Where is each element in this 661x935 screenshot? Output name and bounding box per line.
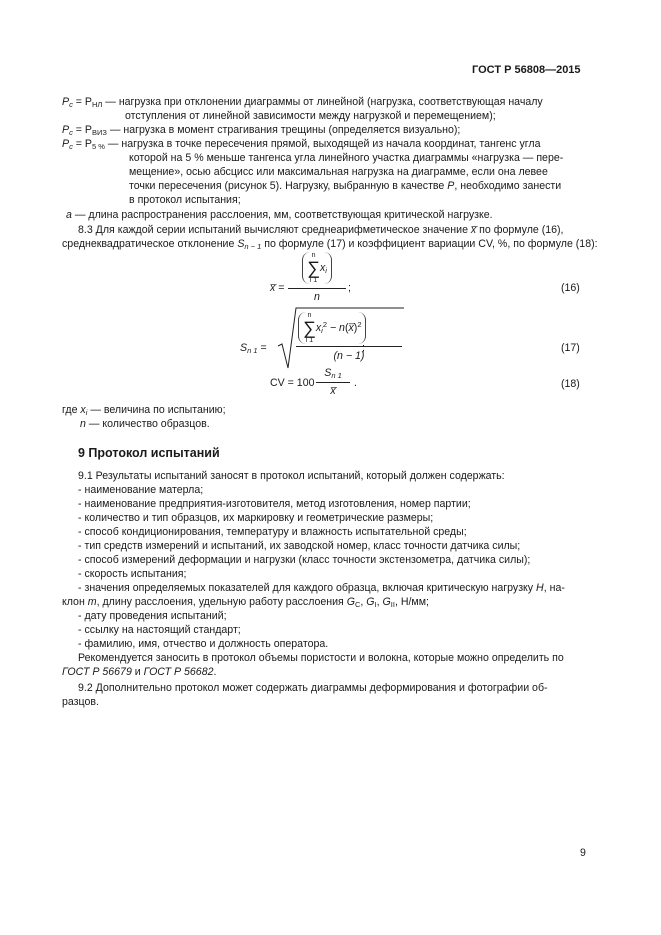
where-xi: где $x_i$ — величина по испытанию; [62, 404, 226, 417]
list-item: - тип средств измерений и испытаний, их заводской номер, класс точности датчика силы; [78, 540, 521, 552]
recommendation-l2: ГОСТ Р 56679 и ГОСТ Р 56682. [62, 666, 217, 678]
list-item: - способ кондиционирования, температуру и влажность испытательной среды; [78, 526, 467, 538]
list-item: - фамилию, имя, отчество и должность оператора. [78, 638, 329, 650]
standard-header: ГОСТ Р 56808—2015 [472, 64, 581, 76]
page-number: 9 [580, 847, 586, 859]
page: ГОСТ Р 56808—2015 $P_c = P_{НЛ}$ — нагрузка при отклонении диаграммы от линейной (нагрузка, соответствующая началу отступления от линейной зависимости между нагрузкой и перемещением); $P_c = P_{ВИЗ}$ — нагрузка в момент страгивания трещины (определяется визуально); $P_c = P_{5 \%}$ — нагрузка в точке пересечения прямой, выходящей из начала координат, тангенс угла которой на 5 % меньше тангенса угла линейного участка диаграммы «нагрузка — пере- мещение», осью абсцисс или максимальная нагрузка на диаграмме, если она левее точки пересечения (рисунок 5). Нагрузку, выбранную в качестве P, необходимо занести в протокол испытания; a — длина распространения расслоения, мм, соответствующая критической нагрузке. 8.3 Для каждой серии испытаний вычисляют среднеарифметическое значение x̅ по формуле (16), среднеквадратическое отклонение $S_{n - 1}$ по формуле (17) и коэффициент вариации CV, %, по формуле (18): x̅ = n ∑ i 1 $x_i$ n ; (16) $S_{n 1}$ = n ∑ i 1 $x_i^2$ − n(x̅)$^2$ (n − 1) ; (17) CV = 100 $S_{n 1}$ x̅ . (18) где $x_i$ — величина по испытанию; n — количество образцов. 9 Протокол испытаний 9.1 Результаты испытаний заносят в протокол испытаний, который должен содержать: - наименование матерла; - наименование предприятия-изготовителя, метод изготовления, номер партии; - количество и тип образцов, их маркировку и геометрические размеры; - способ кондиционирования, температуру и влажность испытательной среды; - тип средств измерений и испытаний, их заводской номер, класс точности датчика силы; - способ измерений деформации и нагрузки (класс точности экстензометра, датчика силы); - скорость испытания; - значения определяемых показателей для каждого образца, включая критическую нагрузку H, на- клон m, длину расслоения, удельную работу расслоения $G_C$, $G_I$, $G_{II}$, Н/мм; - дату проведения испытаний; - ссылку на настоящий стандарт; - фамилию, имя, отчество и должность оператора. Рекомендуется заносить в протокол объемы пористости и волокна, которые можно определить по ГОСТ Р 56679 и ГОСТ Р 56682. 9.2 Дополнительно протокол может содержать диаграммы деформирования и фотографии об- разцов. 9 [62, 64, 598, 859]
list-item: - дату проведения испытаний; [78, 610, 227, 622]
list-item: - скорость испытания; [78, 568, 187, 580]
def-pc-viz: $P_c = P_{ВИЗ}$ — нагрузка в момент страгивания трещины (определяется визуально); [62, 124, 461, 137]
para-9-2-l1: 9.2 Дополнительно протокол может содержать диаграммы деформирования и фотографии об- [78, 682, 548, 694]
formula-17-number: (17) [561, 342, 580, 354]
list-item: - наименование предприятия-изготовителя, метод изготовления, номер партии; [78, 498, 471, 510]
para-8-3-l2: среднеквадратическое отклонение $S_{n - 1}$ по формуле (17) и коэффициент вариации CV, %, по формуле (18): [62, 238, 598, 251]
def-a: a — длина распространения расслоения, мм, соответствующая критической нагрузке. [66, 209, 493, 221]
def-pc-5-l4: точки пересечения (рисунок 5). Нагрузку, выбранную в качестве P, необходимо занести [129, 180, 562, 192]
para-8-3-l1: 8.3 Для каждой серии испытаний вычисляют среднеарифметическое значение x̅ по формуле (16), [78, 224, 564, 236]
list-item: - наименование матерла; [78, 484, 204, 496]
recommendation-l1: Рекомендуется заносить в протокол объемы пористости и волокна, которые можно определить по [78, 652, 564, 664]
where-n: n — количество образцов. [80, 418, 210, 430]
para-9-1: 9.1 Результаты испытаний заносят в протокол испытаний, который должен содержать: [78, 470, 505, 482]
list-item-values-l2: клон m, длину расслоения, удельную работу расслоения $G_C$, $G_I$, $G_{II}$, Н/мм; [62, 596, 429, 609]
list-item: - количество и тип образцов, их маркировку и геометрические размеры; [78, 512, 434, 524]
para-9-2-l2: разцов. [62, 696, 99, 708]
def-pc-5: $P_c = P_{5 \%}$ — нагрузка в точке пересечения прямой, выходящей из начала координат, тангенс угла [62, 138, 541, 151]
def-pc-5-l5: в протокол испытания; [129, 194, 241, 206]
def-pc-nl: $P_c = P_{НЛ}$ — нагрузка при отклонении диаграммы от линейной (нагрузка, соответствующая началу [62, 96, 543, 109]
list-item-values-l1: - значения определяемых показателей для каждого образца, включая критическую нагрузку H, на- [78, 582, 565, 594]
list-item: - ссылку на настоящий стандарт; [78, 624, 241, 636]
def-pc-nl-cont: отступления от линейной зависимости между нагрузкой и перемещением); [125, 110, 496, 122]
formula-18-number: (18) [561, 378, 580, 390]
list-item: - способ измерений деформации и нагрузки (класс точности экстензометра, датчика силы); [78, 554, 531, 566]
section-9-title: 9 Протокол испытаний [78, 446, 220, 460]
formula-16-number: (16) [561, 282, 580, 294]
def-pc-5-l2: которой на 5 % меньше тангенса угла линейного участка диаграммы «нагрузка — пере- [129, 152, 564, 164]
def-pc-5-l3: мещение», осью абсцисс или максимальная нагрузка на диаграмме, если она левее [129, 166, 548, 178]
